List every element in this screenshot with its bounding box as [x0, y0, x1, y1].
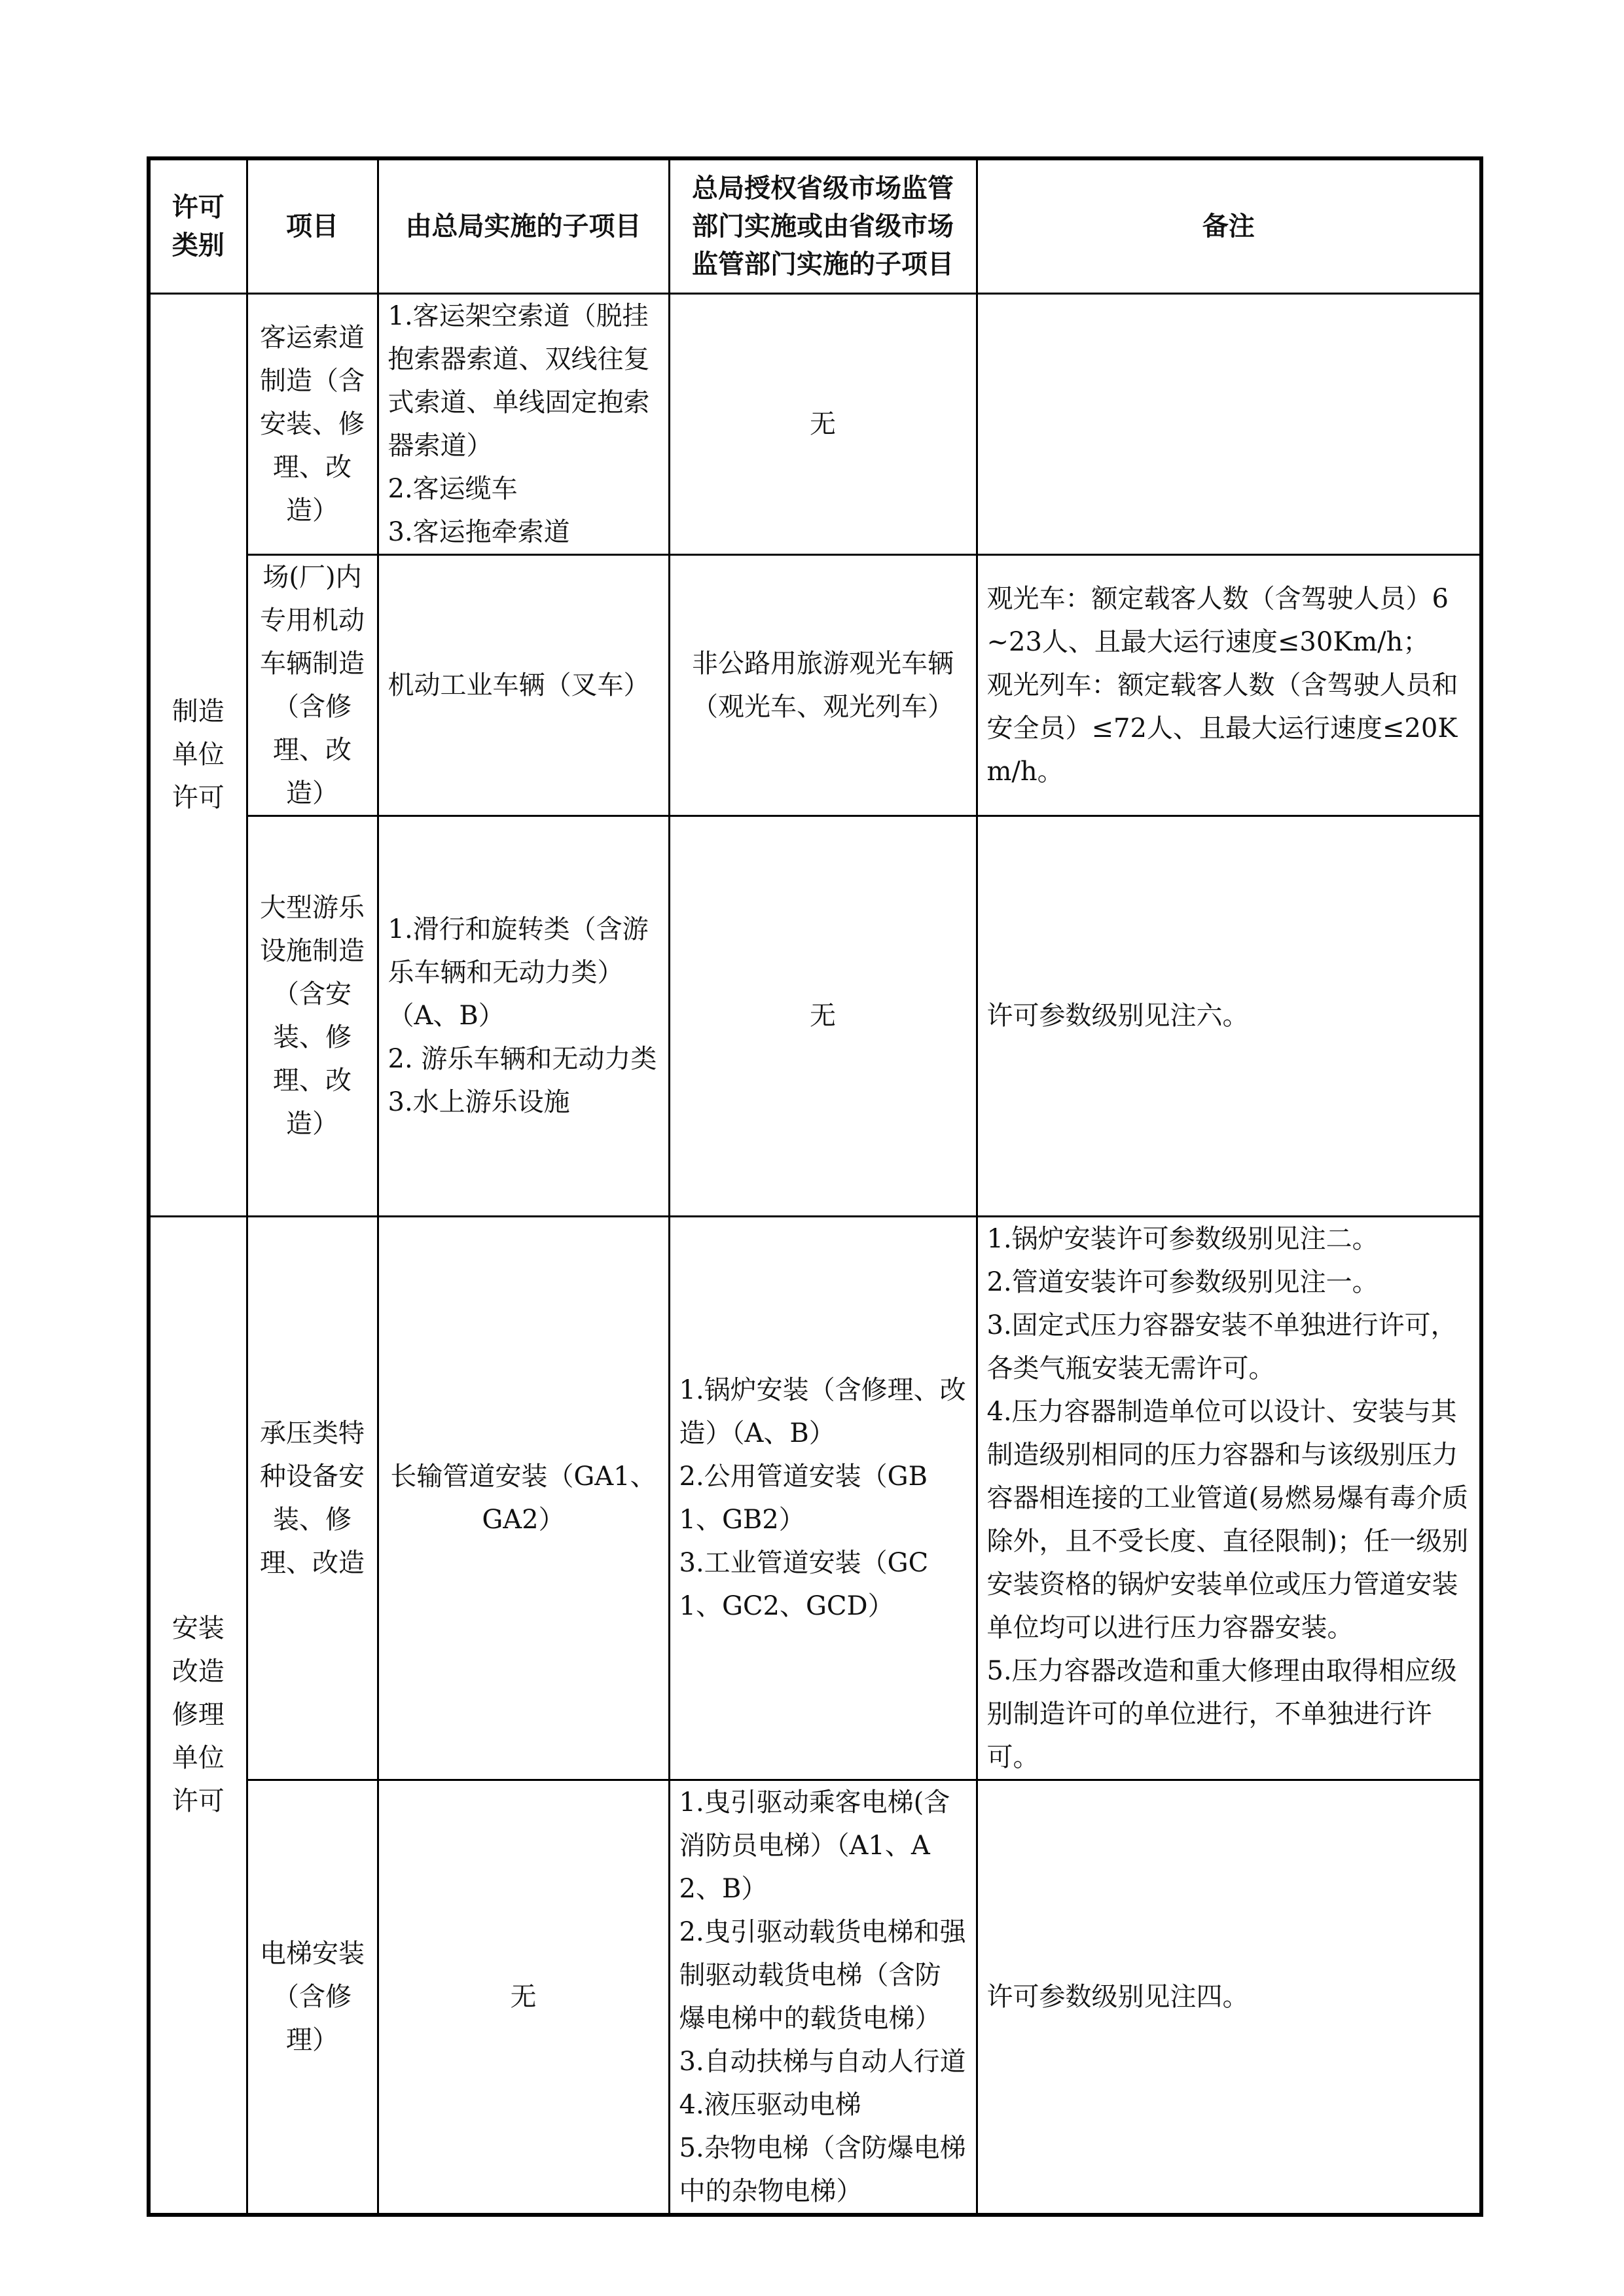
prov-cell: 1.曳引驱动乘客电梯(含消防员电梯）（A1、A2、B） 2.曳引驱动载货电梯和强制驱动载货电梯（含防爆电梯中的载货电梯） 3.自动扶梯与自动人行道 4.液压驱动电梯 5.杂物电梯（含防爆电梯中的杂物电梯） — [669, 1780, 977, 2215]
hq-cell: 1.滑行和旋转类（含游乐车辆和无动力类）（A、B） 2. 游乐车辆和无动力类 3.水上游乐设施 — [378, 816, 669, 1216]
hq-cell: 长输管道安装（GA1、GA2） — [378, 1216, 669, 1780]
remark-cell: 许可参数级别见注四。 — [977, 1780, 1481, 2215]
remark-cell: 观光车：额定载客人数（含驾驶人员）6~23人、且最大运行速度≤30Km/h； 观光列车：额定载客人数（含驾驶人员和安全员）≤72人、且最大运行速度≤20Km/h。 — [977, 554, 1481, 816]
hq-cell: 1.客运架空索道（脱挂抱索器索道、双线往复式索道、单线固定抱索器索道） 2.客运缆车 3.客运拖牵索道 — [378, 293, 669, 554]
table-row — [149, 1216, 1481, 1780]
header-hq: 由总局实施的子项目 — [378, 158, 669, 293]
prov-cell: 无 — [669, 816, 977, 1216]
table-row — [149, 816, 1481, 1216]
header-prov: 总局授权省级市场监管部门实施或由省级市场监管部门实施的子项目 — [669, 158, 977, 293]
remark-cell — [977, 293, 1481, 554]
table-row — [149, 1780, 1481, 2215]
item-cell: 电梯安装（含修理） — [247, 1780, 378, 2215]
category-cell: 安装改造修理单位许可 — [149, 1216, 247, 2215]
license-table — [147, 156, 1483, 2217]
table-row — [149, 554, 1481, 816]
item-cell: 场(厂)内专用机动车辆制造（含修理、改造） — [247, 554, 378, 816]
hq-cell: 无 — [378, 1780, 669, 2215]
item-cell: 大型游乐设施制造（含安装、修理、改造） — [247, 816, 378, 1216]
prov-cell: 非公路用旅游观光车辆（观光车、观光列车） — [669, 554, 977, 816]
item-cell: 承压类特种设备安装、修理、改造 — [247, 1216, 378, 1780]
header-row — [149, 158, 1481, 293]
remark-cell: 1.锅炉安装许可参数级别见注二。 2.管道安装许可参数级别见注一。 3.固定式压力容器安装不单独进行许可，各类气瓶安装无需许可。 4.压力容器制造单位可以设计、安装与其制造级别相同的压力容器和与该级别压力容器相连接的工业管道(易燃易爆有毒介质除外，且不受长度、直径限制)；任一级别安装资格的锅炉安装单位或压力管道安装单位均可以进行压力容器安装。 5.压力容器改造和重大修理由取得相应级别制造许可的单位进行，不单独进行许可。 — [977, 1216, 1481, 1780]
hq-cell: 机动工业车辆（叉车） — [378, 554, 669, 816]
prov-cell: 1.锅炉安装（含修理、改造）（A、B） 2.公用管道安装（GB1、GB2） 3.工业管道安装（GC1、GC2、GCD） — [669, 1216, 977, 1780]
prov-cell: 无 — [669, 293, 977, 554]
item-cell: 客运索道制造（含安装、修理、改造） — [247, 293, 378, 554]
header-item: 项目 — [247, 158, 378, 293]
remark-cell: 许可参数级别见注六。 — [977, 816, 1481, 1216]
table-row — [149, 293, 1481, 554]
category-cell: 制造单位许可 — [149, 293, 247, 1216]
header-category: 许可类别 — [149, 158, 247, 293]
header-remark: 备注 — [977, 158, 1481, 293]
